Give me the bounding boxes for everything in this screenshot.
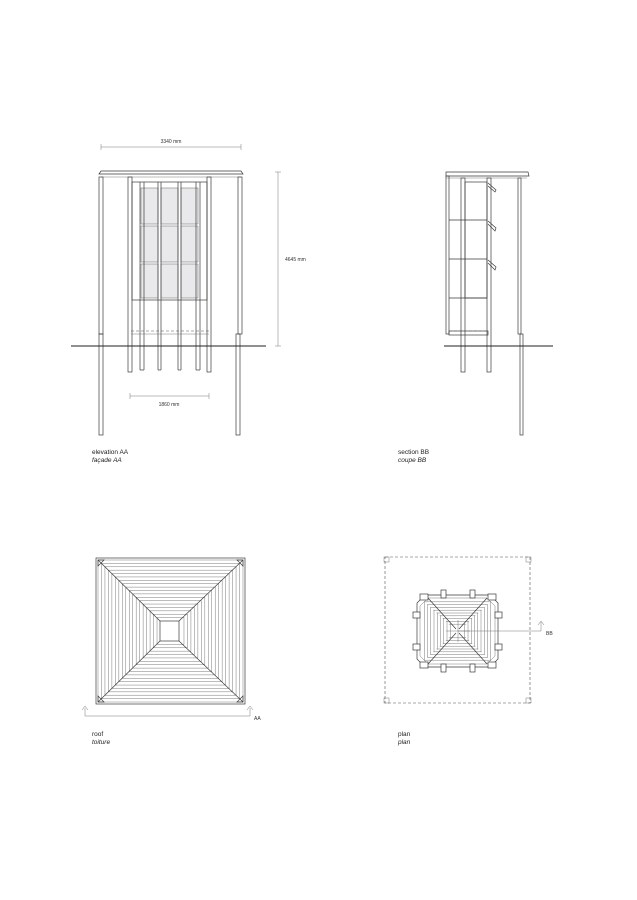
caption-roof-en: roof [92, 731, 104, 738]
caption-elevation-en: elevation AA [92, 449, 129, 456]
caption-plan-en: plan [398, 731, 411, 738]
caption-plan [398, 731, 410, 747]
caption-elevation-fr: façade AA [92, 457, 122, 464]
section-bb-drawing [444, 172, 553, 435]
caption-section [398, 449, 429, 465]
caption-roof [92, 731, 110, 747]
caption-elevation [92, 449, 128, 465]
caption-section-en: section BB [398, 449, 430, 456]
elevation-height-dimension: 4645 mm [285, 257, 306, 263]
section-marker-aa: AA [254, 716, 261, 722]
caption-roof-fr: toiture [92, 739, 111, 746]
elevation-width-dimension: 3340 mm [160, 139, 182, 145]
elevation-aa-drawing [71, 139, 306, 435]
caption-plan-fr: plan [398, 739, 411, 746]
floor-plan-drawing [384, 557, 553, 703]
section-marker-bb: BB [546, 631, 553, 637]
caption-section-fr: coupe BB [398, 457, 427, 464]
window-glazing [141, 188, 198, 298]
roof-plan-drawing [82, 558, 261, 722]
elevation-base-dimension: 1860 mm [158, 402, 180, 408]
